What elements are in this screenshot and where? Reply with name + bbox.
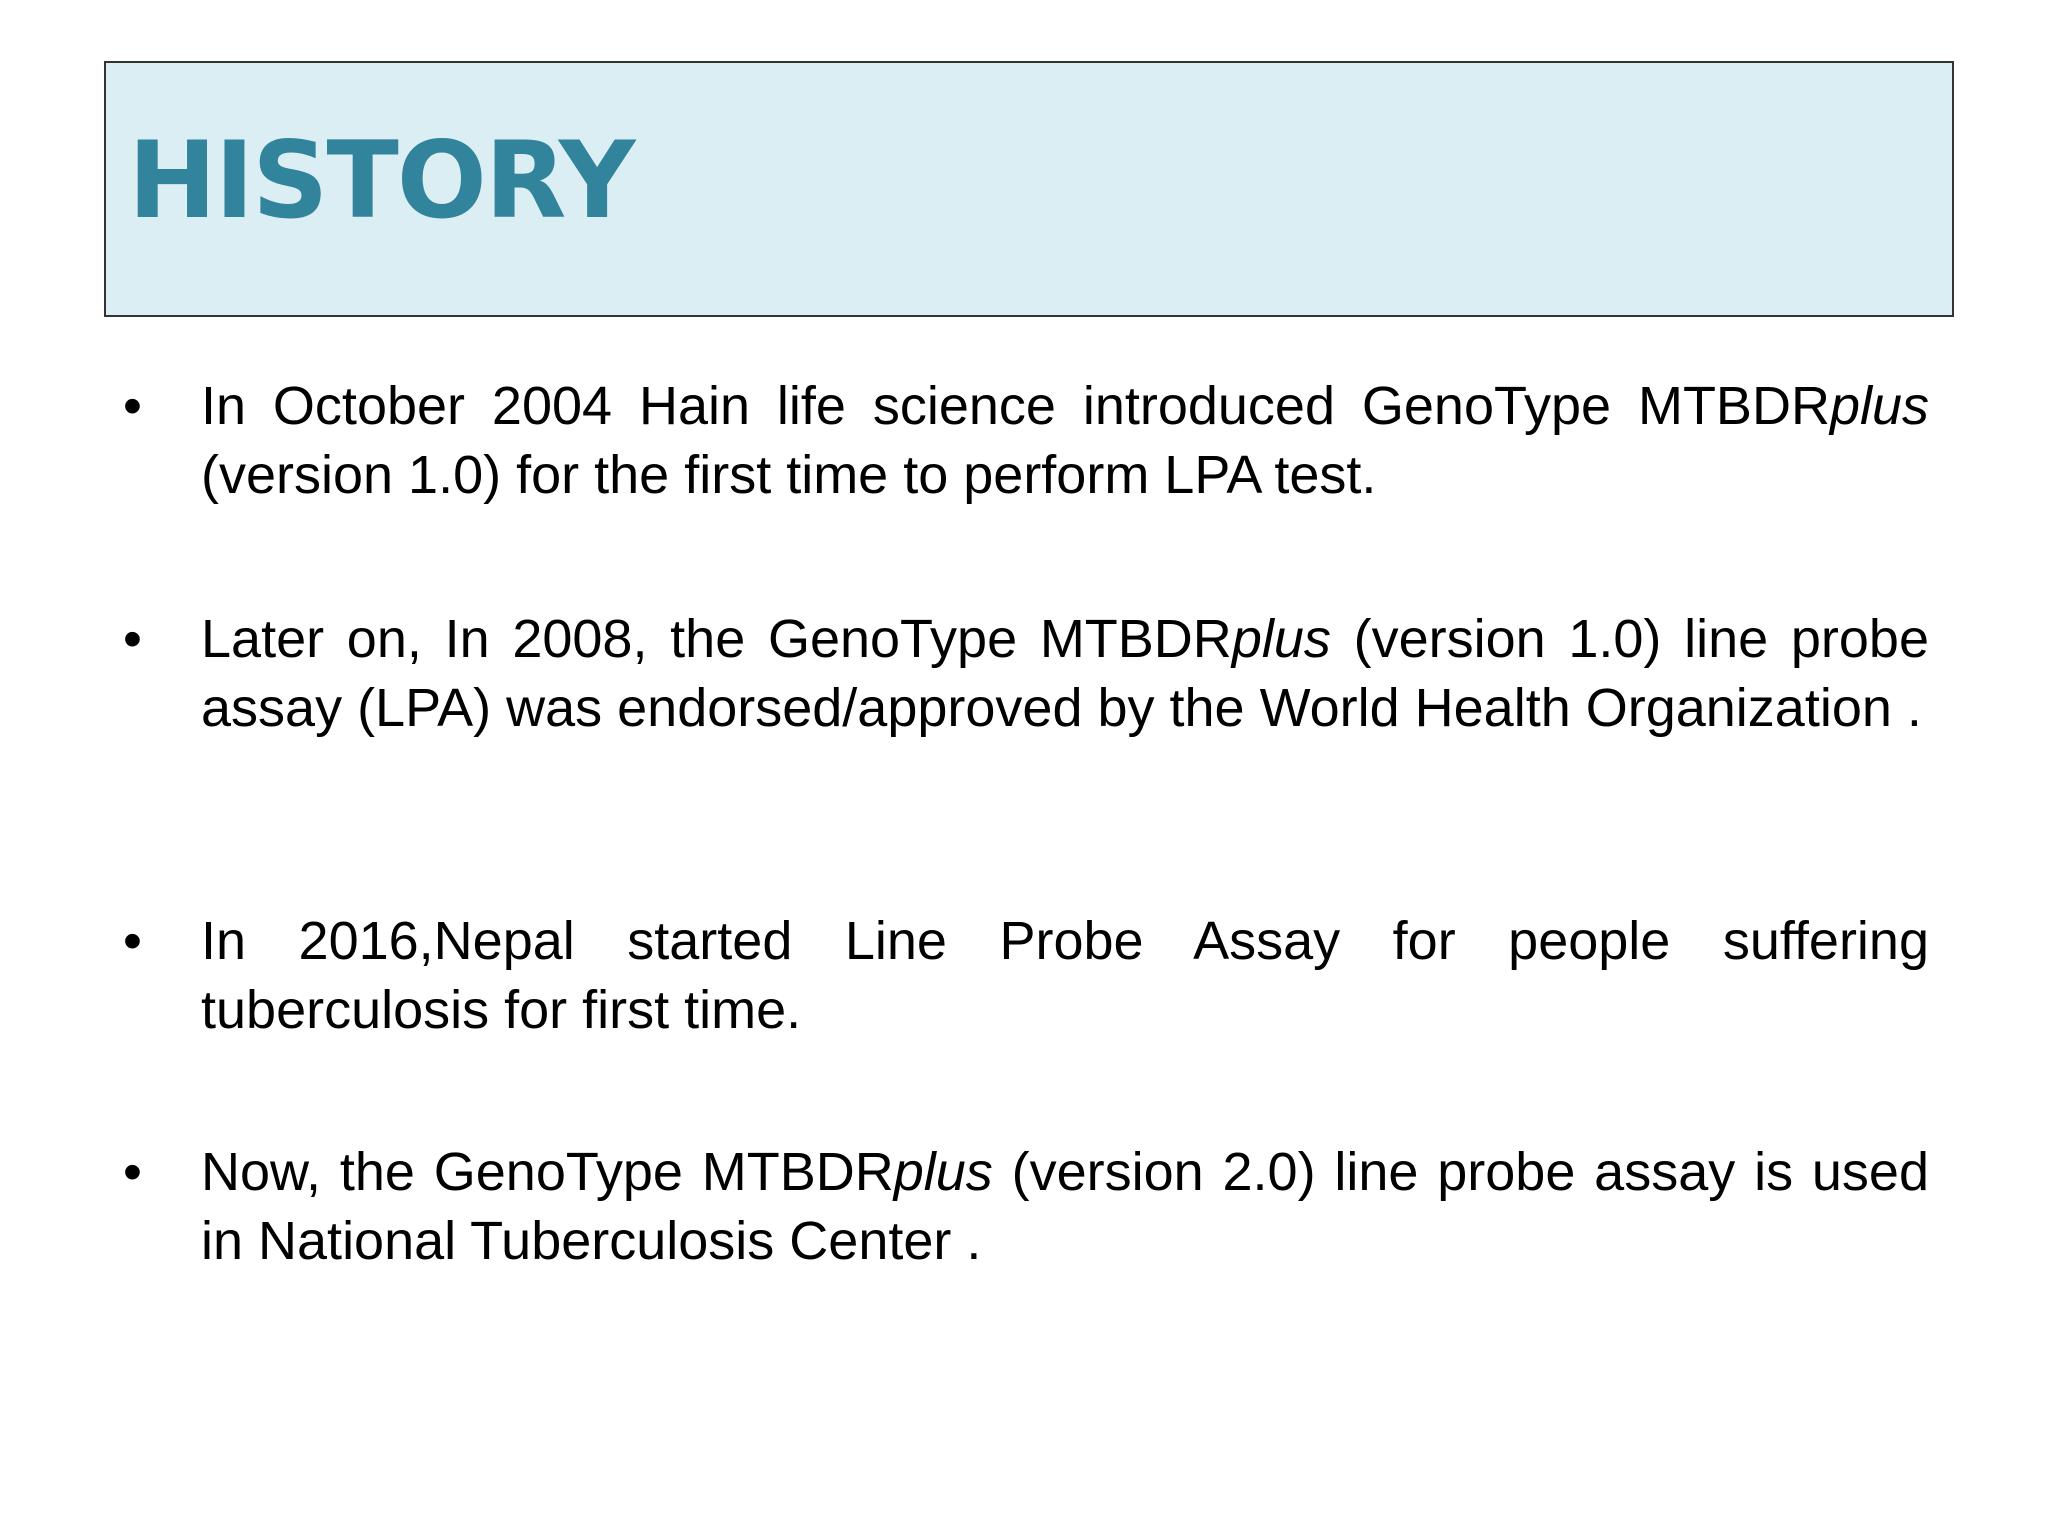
bullet-text-2-italic: plus <box>1231 609 1331 669</box>
bullet-text-1-post: (version 1.0) for the first time to perform LPA test. <box>201 445 1377 505</box>
bullet-dot: • <box>123 609 142 669</box>
bullet-item-4 <box>123 1138 1929 1276</box>
bullet-item-1 <box>123 372 1929 510</box>
bullet-text-4-pre: Now, the GenoType MTBDR <box>201 1142 894 1202</box>
bullet-text-1-pre: In October 2004 Hain life science introduced GenoType MTBDR <box>201 376 1830 436</box>
bullet-dot: • <box>123 376 142 436</box>
bullet-text-1-italic: plus <box>1829 376 1929 436</box>
bullet-text-2-pre: Later on, In 2008, the GenoType MTBDR <box>201 609 1232 669</box>
bullet-text-2-post: (version 1.0) line probe assay (LPA) was endorsed/approved by the World Health Organization . <box>201 609 1929 738</box>
slide-title: HISTORY <box>128 119 634 242</box>
bullet-item-2 <box>123 605 1929 743</box>
bullet-item-3 <box>123 907 1929 1045</box>
bullet-dot: • <box>123 911 142 971</box>
bullet-text-4-post: (version 2.0) line probe assay is used in National Tuberculosis Center . <box>201 1142 1929 1271</box>
bullet-text-4-italic: plus <box>893 1142 993 1202</box>
bullet-text-3-pre: In 2016,Nepal started Line Probe Assay for people suffering tuberculosis for first time. <box>201 911 1929 1040</box>
bullet-dot: • <box>123 1142 142 1202</box>
